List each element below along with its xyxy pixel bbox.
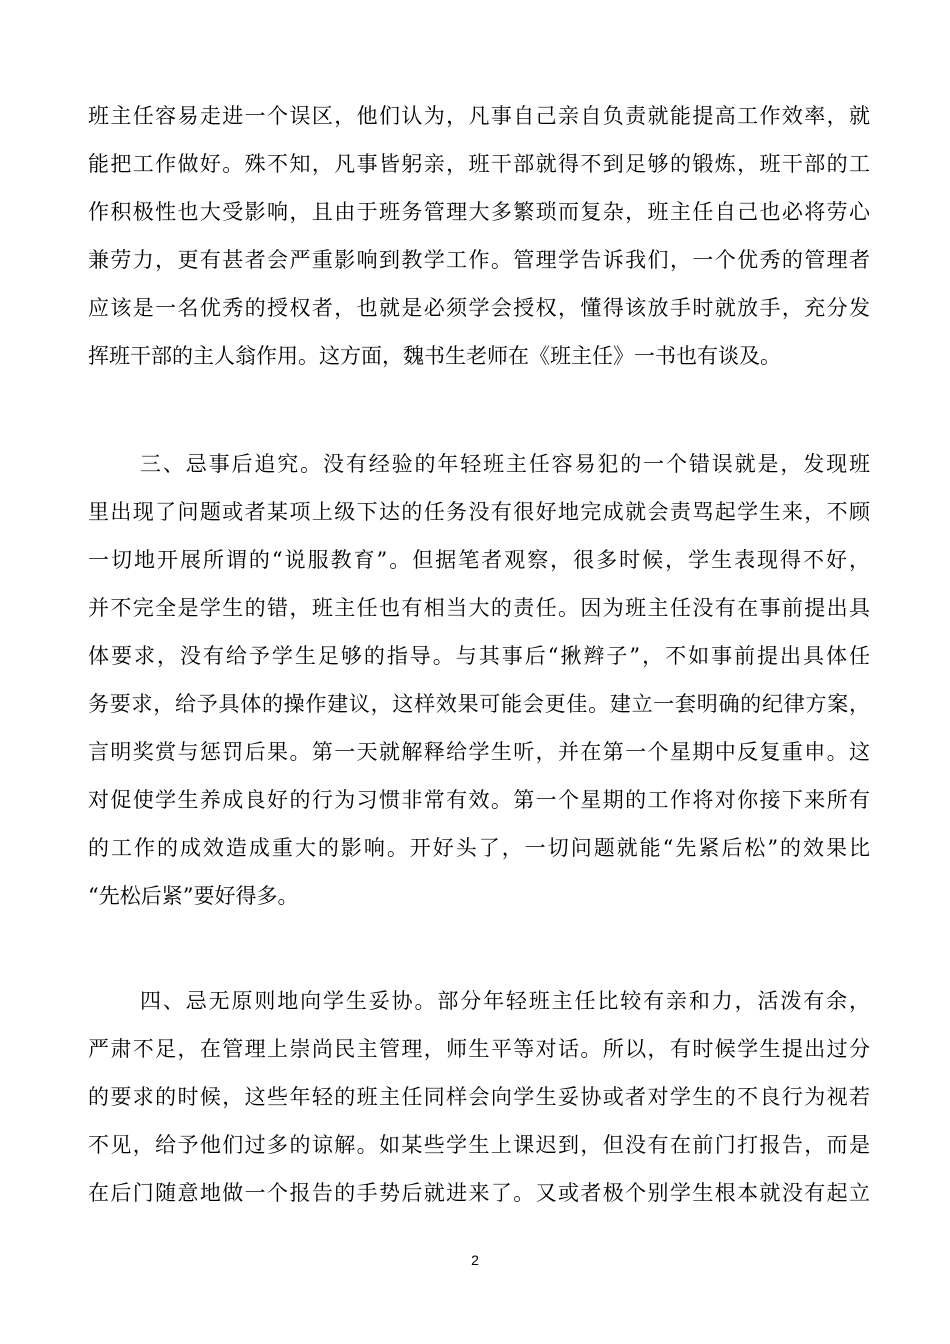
paragraph-delegation bbox=[88, 92, 870, 380]
text-line: 言明奖赏与惩罚后果。第一天就解释给学生听，并在第一个星期中反复重申。这 bbox=[88, 740, 870, 764]
text-line: 体要求，没有给予学生足够的指导。与其事后“揪辫子”，不如事前提出具体任 bbox=[88, 644, 870, 668]
text-line: “先松后紧”要好得多。 bbox=[88, 884, 299, 908]
text-line: 能把工作做好。殊不知，凡事皆躬亲，班干部就得不到足够的锻炼，班干部的工 bbox=[88, 152, 870, 176]
text-line: 的工作的成效造成重大的影响。开好头了，一切问题就能“先紧后松”的效果比 bbox=[88, 836, 870, 860]
text-line: 应该是一名优秀的授权者，也就是必须学会授权，懂得该放手时就放手，充分发 bbox=[88, 296, 870, 320]
text-line: 三、忌事后追究。没有经验的年轻班主任容易犯的一个错误就是，发现班 bbox=[140, 452, 870, 476]
text-line: 不见，给予他们过多的谅解。如某些学生上课迟到，但没有在前门打报告，而是 bbox=[88, 1133, 870, 1157]
text-line: 在后门随意地做一个报告的手势后就进来了。又或者极个别学生根本就没有起立 bbox=[88, 1181, 870, 1205]
text-line: 一切地开展所谓的“说服教育”。但据笔者观察，很多时候，学生表现得不好， bbox=[88, 548, 870, 572]
page-number: 2 bbox=[471, 1252, 479, 1268]
text-line: 作积极性也大受影响，且由于班务管理大多繁琐而复杂，班主任自己也必将劳心 bbox=[88, 200, 870, 224]
text-line: 挥班干部的主人翁作用。这方面，魏书生老师在《班主任》一书也有谈及。 bbox=[88, 344, 781, 368]
text-line: 严肃不足，在管理上崇尚民主管理，师生平等对话。所以，有时候学生提出过分 bbox=[88, 1037, 870, 1061]
text-line: 四、忌无原则地向学生妥协。部分年轻班主任比较有亲和力，活泼有余， bbox=[140, 989, 870, 1013]
text-line: 务要求，给予具体的操作建议，这样效果可能会更佳。建立一套明确的纪律方案， bbox=[88, 692, 870, 716]
text-line: 里出现了问题或者某项上级下达的任务没有很好地完成就会责骂起学生来，不顾 bbox=[88, 500, 870, 524]
text-line: 对促使学生养成良好的行为习惯非常有效。第一个星期的工作将对你接下来所有 bbox=[88, 788, 870, 812]
text-line: 并不完全是学生的错，班主任也有相当大的责任。因为班主任没有在事前提出具 bbox=[88, 596, 870, 620]
text-line: 兼劳力，更有甚者会严重影响到教学工作。管理学告诉我们，一个优秀的管理者 bbox=[88, 248, 870, 272]
text-line: 的要求的时候，这些年轻的班主任同样会向学生妥协或者对学生的不良行为视若 bbox=[88, 1085, 870, 1109]
paragraph-section-three bbox=[88, 440, 870, 920]
text-line: 班主任容易走进一个误区，他们认为，凡事自己亲自负责就能提高工作效率，就 bbox=[88, 104, 870, 128]
paragraph-section-four bbox=[88, 977, 870, 1217]
